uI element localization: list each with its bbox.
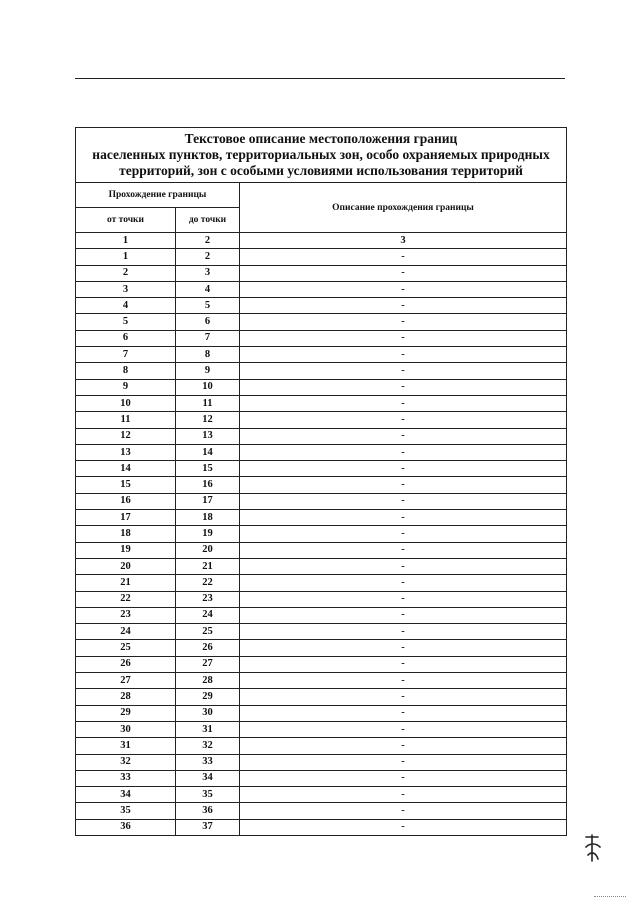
cell-from-point: 24 — [76, 624, 176, 640]
cell-from-point: 14 — [76, 461, 176, 477]
cell-from-point: 35 — [76, 803, 176, 819]
page-footer-mark — [594, 896, 626, 897]
cell-description: - — [240, 493, 567, 509]
cell-to-point: 15 — [176, 461, 240, 477]
table-row — [76, 721, 567, 737]
header-description: Описание прохождения границы — [240, 183, 567, 233]
cell-description: - — [240, 721, 567, 737]
cell-description: - — [240, 558, 567, 574]
table-row — [76, 705, 567, 721]
cell-from-point: 21 — [76, 575, 176, 591]
cell-description: - — [240, 265, 567, 281]
cell-to-point: 32 — [176, 738, 240, 754]
cell-description: - — [240, 673, 567, 689]
cell-to-point: 19 — [176, 526, 240, 542]
table-row — [76, 281, 567, 297]
cell-description: - — [240, 591, 567, 607]
cell-to-point: 16 — [176, 477, 240, 493]
cell-from-point: 32 — [76, 754, 176, 770]
cell-to-point: 8 — [176, 347, 240, 363]
cell-description: - — [240, 379, 567, 395]
cell-description: - — [240, 607, 567, 623]
cell-to-point: 5 — [176, 298, 240, 314]
cell-description: - — [240, 542, 567, 558]
table-row — [76, 738, 567, 754]
cell-from-point: 11 — [76, 412, 176, 428]
cell-description: - — [240, 477, 567, 493]
cell-from-point: 30 — [76, 721, 176, 737]
cell-to-point: 14 — [176, 444, 240, 460]
header-to-point: до точки — [176, 208, 240, 233]
header-boundary-passage: Прохождение границы — [76, 183, 240, 208]
cell-from-point: 4 — [76, 298, 176, 314]
cell-to-point: 23 — [176, 591, 240, 607]
header-from-point: от точки — [76, 208, 176, 233]
table-title — [76, 128, 567, 183]
cell-from-point: 28 — [76, 689, 176, 705]
cell-from-point: 36 — [76, 819, 176, 835]
cell-to-point: 33 — [176, 754, 240, 770]
cell-description: - — [240, 461, 567, 477]
cell-to-point: 30 — [176, 705, 240, 721]
cell-from-point: 22 — [76, 591, 176, 607]
cell-to-point: 7 — [176, 330, 240, 346]
table-row — [76, 558, 567, 574]
cell-to-point: 29 — [176, 689, 240, 705]
title-line-2: населенных пунктов, территориальных зон, особо охраняемых природных — [92, 147, 550, 162]
cell-description: - — [240, 281, 567, 297]
cell-to-point: 4 — [176, 281, 240, 297]
boundary-description-table — [75, 127, 567, 836]
cell-to-point: 36 — [176, 803, 240, 819]
cell-from-point: 26 — [76, 656, 176, 672]
column-number-1: 1 — [76, 233, 176, 249]
table-row — [76, 803, 567, 819]
cell-to-point: 12 — [176, 412, 240, 428]
cell-description: - — [240, 624, 567, 640]
cell-to-point: 11 — [176, 395, 240, 411]
cell-from-point: 33 — [76, 770, 176, 786]
title-line-1: Текстовое описание местоположения границ — [184, 131, 458, 146]
cell-from-point: 29 — [76, 705, 176, 721]
cell-description: - — [240, 640, 567, 656]
cell-description: - — [240, 738, 567, 754]
table-row — [76, 428, 567, 444]
table-row — [76, 314, 567, 330]
cell-from-point: 6 — [76, 330, 176, 346]
cell-description: - — [240, 575, 567, 591]
table-row — [76, 298, 567, 314]
cell-to-point: 18 — [176, 510, 240, 526]
cell-description: - — [240, 526, 567, 542]
cell-from-point: 19 — [76, 542, 176, 558]
cell-description: - — [240, 656, 567, 672]
cell-from-point: 2 — [76, 265, 176, 281]
cell-to-point: 25 — [176, 624, 240, 640]
cell-to-point: 22 — [176, 575, 240, 591]
cell-to-point: 27 — [176, 656, 240, 672]
table-row — [76, 363, 567, 379]
cell-from-point: 34 — [76, 787, 176, 803]
cell-from-point: 25 — [76, 640, 176, 656]
header-rule — [75, 78, 565, 79]
cell-description: - — [240, 395, 567, 411]
table-row — [76, 673, 567, 689]
cell-description: - — [240, 412, 567, 428]
table-row — [76, 249, 567, 265]
cell-from-point: 16 — [76, 493, 176, 509]
cell-from-point: 10 — [76, 395, 176, 411]
cell-description: - — [240, 803, 567, 819]
cell-description: - — [240, 787, 567, 803]
cell-from-point: 5 — [76, 314, 176, 330]
cell-to-point: 6 — [176, 314, 240, 330]
cell-description: - — [240, 249, 567, 265]
cell-description: - — [240, 298, 567, 314]
cell-from-point: 7 — [76, 347, 176, 363]
cell-to-point: 28 — [176, 673, 240, 689]
cell-to-point: 26 — [176, 640, 240, 656]
cell-to-point: 21 — [176, 558, 240, 574]
table-row — [76, 477, 567, 493]
table-row — [76, 689, 567, 705]
table-row — [76, 624, 567, 640]
table-row — [76, 575, 567, 591]
table-row — [76, 510, 567, 526]
cell-from-point: 3 — [76, 281, 176, 297]
cell-description: - — [240, 819, 567, 835]
cell-to-point: 20 — [176, 542, 240, 558]
cell-description: - — [240, 444, 567, 460]
table-row — [76, 542, 567, 558]
table-row — [76, 461, 567, 477]
title-line-3: территорий, зон с особыми условиями использования территорий — [119, 163, 523, 178]
cell-to-point: 35 — [176, 787, 240, 803]
table-row — [76, 607, 567, 623]
column-number-3: 3 — [240, 233, 567, 249]
cell-description: - — [240, 770, 567, 786]
cell-to-point: 24 — [176, 607, 240, 623]
handwritten-signature — [582, 833, 604, 865]
cell-from-point: 27 — [76, 673, 176, 689]
table-row — [76, 412, 567, 428]
table-row — [76, 395, 567, 411]
table-row — [76, 379, 567, 395]
cell-from-point: 18 — [76, 526, 176, 542]
table-row — [76, 754, 567, 770]
cell-from-point: 15 — [76, 477, 176, 493]
cell-from-point: 13 — [76, 444, 176, 460]
table-row — [76, 656, 567, 672]
table-row — [76, 330, 567, 346]
cell-description: - — [240, 330, 567, 346]
cell-from-point: 31 — [76, 738, 176, 754]
table-row — [76, 444, 567, 460]
cell-to-point: 3 — [176, 265, 240, 281]
cell-description: - — [240, 510, 567, 526]
cell-description: - — [240, 705, 567, 721]
cell-description: - — [240, 347, 567, 363]
cell-from-point: 23 — [76, 607, 176, 623]
column-number-2: 2 — [176, 233, 240, 249]
cell-to-point: 17 — [176, 493, 240, 509]
cell-from-point: 8 — [76, 363, 176, 379]
table-row — [76, 526, 567, 542]
table-row — [76, 493, 567, 509]
cell-to-point: 9 — [176, 363, 240, 379]
cell-description: - — [240, 754, 567, 770]
cell-to-point: 2 — [176, 249, 240, 265]
cell-description: - — [240, 363, 567, 379]
table-row — [76, 787, 567, 803]
table-row — [76, 819, 567, 835]
cell-to-point: 10 — [176, 379, 240, 395]
cell-to-point: 13 — [176, 428, 240, 444]
cell-to-point: 31 — [176, 721, 240, 737]
cell-to-point: 37 — [176, 819, 240, 835]
table-row — [76, 770, 567, 786]
cell-description: - — [240, 314, 567, 330]
table-row — [76, 347, 567, 363]
cell-description: - — [240, 428, 567, 444]
cell-from-point: 12 — [76, 428, 176, 444]
table-row — [76, 265, 567, 281]
cell-from-point: 20 — [76, 558, 176, 574]
table-row — [76, 640, 567, 656]
cell-from-point: 9 — [76, 379, 176, 395]
table-row — [76, 591, 567, 607]
cell-from-point: 1 — [76, 249, 176, 265]
cell-description: - — [240, 689, 567, 705]
cell-from-point: 17 — [76, 510, 176, 526]
cell-to-point: 34 — [176, 770, 240, 786]
column-number-row — [76, 233, 567, 249]
